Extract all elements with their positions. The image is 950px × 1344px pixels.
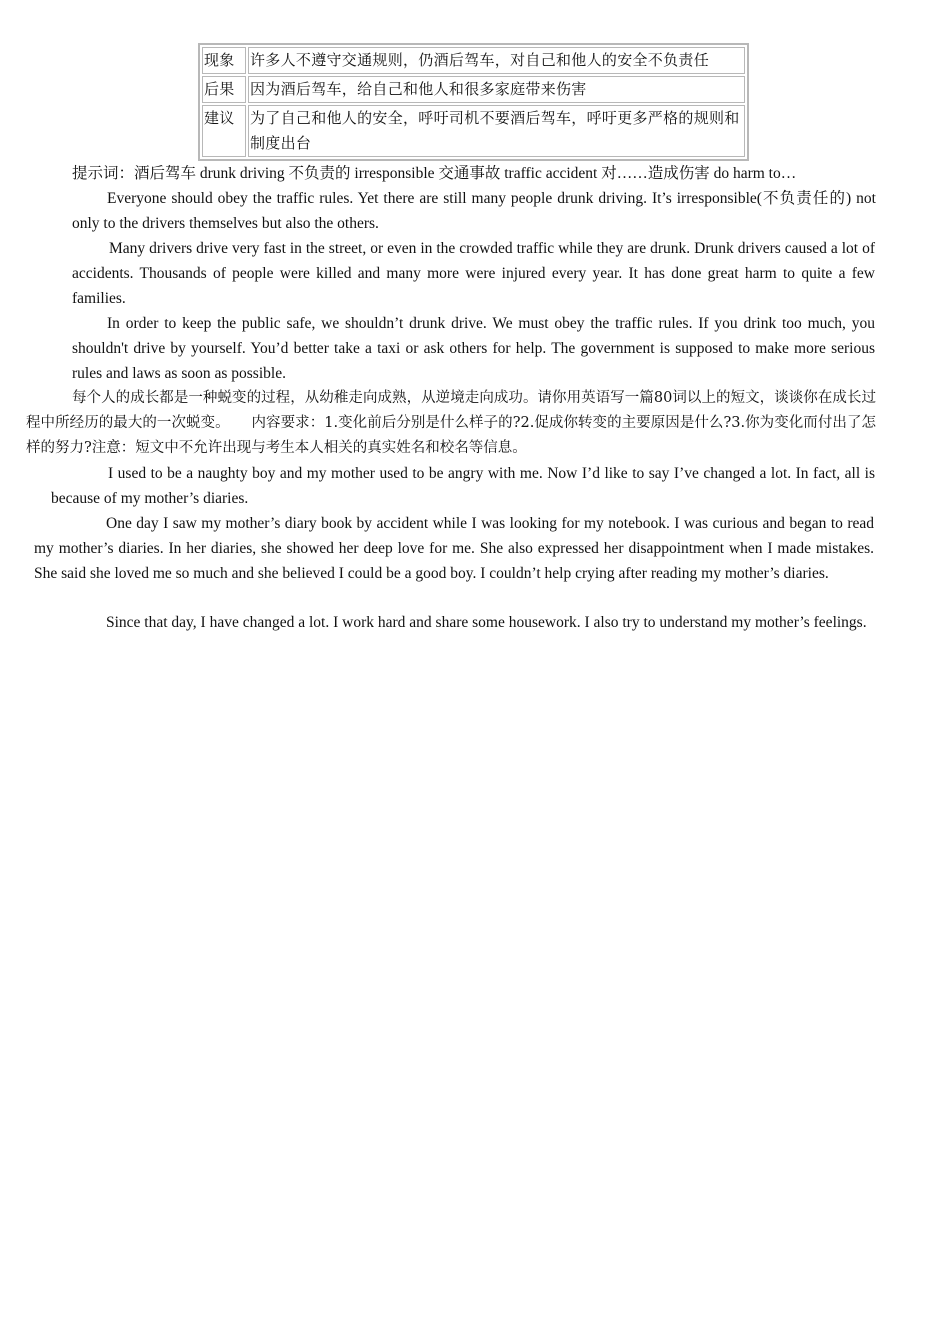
essay1-paragraph-1: Everyone should obey the traffic rules. Yet there are still many people drunk driving. It’s irresponsible(不负责任的) not only to the drivers themselves but also the others. [72, 190, 876, 232]
hint-words: 提示词：酒后驾车 drunk driving 不负责的 irresponsible 交通事故 traffic accident 对……造成伤害 do harm to… [72, 165, 797, 182]
writing-prompt-2: 每个人的成长都是一种蜕变的过程，从幼稚走向成熟，从逆境走向成功。请你用英语写一篇80词以上的短文，谈谈你在成长过程中所经历的最大的一次蜕变。 内容要求：1.变化前后分别是什么样子的?2.促成你转变的主要原因是什么?3.你为变化而付出了怎样的努力?注意：短文中不允许出现与考生本人相关的真实姓名和校名等信息。 [26, 390, 876, 456]
table-row [202, 47, 745, 74]
table-row [202, 76, 745, 103]
table-content-cell: 许多人不遵守交通规则，仍酒后驾车，对自己和他人的安全不负责任 [248, 47, 745, 74]
essay1-paragraph-3: In order to keep the public safe, we shouldn’t drunk drive. We must obey the traffic rules. If you drink too much, you shouldn't drive by yourself. You’d better take a taxi or ask others for help. The government is supposed to make more serious rules and laws as soon as possible. [72, 315, 875, 382]
essay2-paragraph-3: Since that day, I have changed a lot. I work hard and share some housework. I also try to understand my mother’s feelings. [106, 614, 867, 631]
essay2-paragraph-1: I used to be a naughty boy and my mother used to be angry with me. Now I’d like to say I’ve changed a lot. In fact, all is because of my mother’s diaries. [51, 465, 875, 507]
essay2-paragraph-2: One day I saw my mother’s diary book by accident while I was looking for my notebook. I was curious and began to read my mother’s diaries. In her diaries, she showed her deep love for me. She also expressed her disappointment when I made mistakes. She said she loved me so much and she believed I could be a good boy. I couldn’t help crying after reading my mother’s diaries. [34, 515, 874, 582]
table-row [202, 105, 745, 157]
topic-table [198, 43, 749, 161]
essay1-paragraph-2: Many drivers drive very fast in the street, or even in the crowded traffic while they are drunk. Drunk drivers caused a lot of accidents. Thousands of people were killed and many more were injured every year. It has done great harm to quite a few families. [72, 240, 875, 307]
table-content-cell: 为了自己和他人的安全，呼吁司机不要酒后驾车，呼吁更多严格的规则和制度出台 [248, 105, 745, 157]
table-content-cell: 因为酒后驾车，给自己和他人和很多家庭带来伤害 [248, 76, 745, 103]
table-label-cell: 建议 [202, 105, 246, 157]
table-label-cell: 后果 [202, 76, 246, 103]
table-label-cell: 现象 [202, 47, 246, 74]
